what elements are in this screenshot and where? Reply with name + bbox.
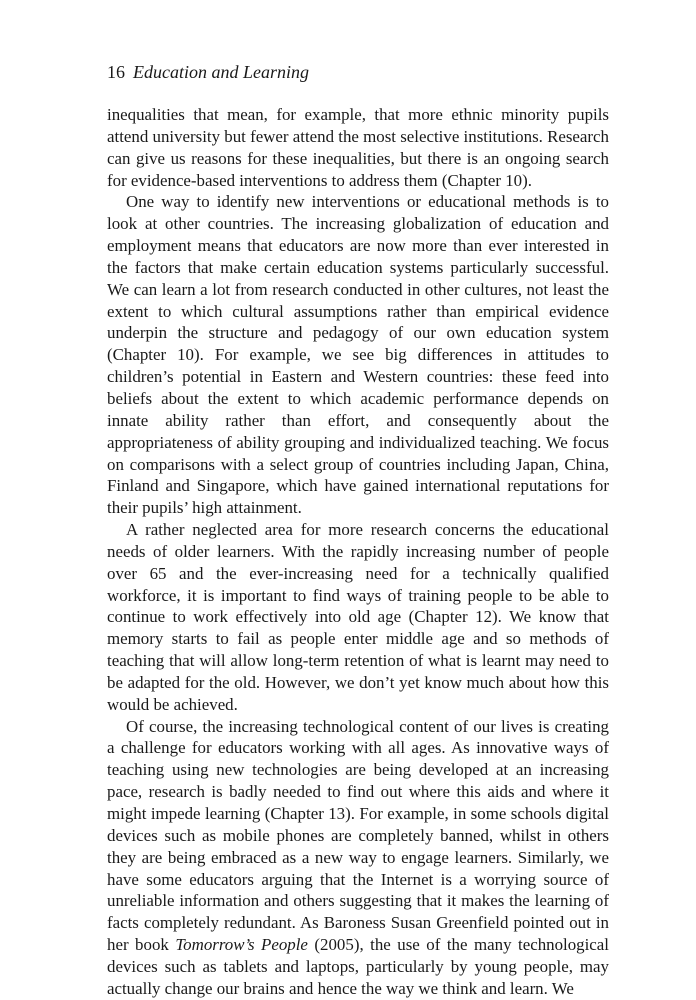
paragraph-other-countries: One way to identify new interventions or educational methods is to look at other countries. The increasing globalization of education and employment means that educators are now more than ever interested in the factors that make certain education systems particularly successful. We can learn a lot from research conducted in other cultures, not least the extent to which cultural assumptions rather than empirical evidence underpin the structure and pedagogy of our own education system (Chapter 10). For example, we see big differences in attitudes to children’s potential in Eastern and Western countries: these feed into beliefs about the extent to which academic performance depends on innate ability rather than effort, and consequently about the appropriateness of ability grouping and individualized teaching. We focus on comparisons with a select group of countries including Japan, China, Finland and Singapore, which have gained international reputations for their pupils’ high attainment. (107, 192, 609, 518)
paragraph-older-learners: A rather neglected area for more research concerns the educational needs of older learners. With the rapidly increasing number of people over 65 and the ever-increasing need for a technically qualified workforce, it is important to find ways of training people to be able to continue to work effectively into old age (Chapter 12). We know that memory starts to fail as people enter middle age and so methods of teaching that will allow long-term retention of what is learnt may need to be adapted for the old. However, we don’t yet know much about how this would be achieved. (107, 520, 609, 714)
book-title: Tomorrow’s People (175, 935, 308, 955)
page-number: 16 (107, 62, 125, 82)
running-head (107, 60, 609, 84)
paragraph-technology-text-after: (2005), the use of the many technological devices such as tablets and laptops, particularly by young people, may actually change our brains and hence the way we think and learn. We (107, 935, 609, 998)
book-page (107, 60, 609, 1000)
paragraph-inequalities: inequalities that mean, for example, that more ethnic minority pupils attend university but fewer attend the most selective institutions. Research can give us reasons for these inequalities, but there is an ongoing search for evidence-based interventions to address them (Chapter 10). (107, 105, 609, 190)
paragraph-technology-text-before: Of course, the increasing technological content of our lives is creating a challenge for educators working with all ages. As innovative ways of teaching using new technologies are being developed at an increasing pace, research is badly needed to find out where this aids and where it might impede learning (Chapter 13). For example, in some schools digital devices such as mobile phones are completely banned, whilst in others they are being embraced as a new way to engage learners. Similarly, we have some educators arguing that the Internet is a worrying source of unreliable information and others suggesting that it makes the learning of facts completely redundant. As Baroness Susan Greenfield pointed out in her book (107, 716, 609, 955)
running-title: Education and Learning (133, 62, 309, 82)
paragraph-technology (107, 716, 609, 1000)
